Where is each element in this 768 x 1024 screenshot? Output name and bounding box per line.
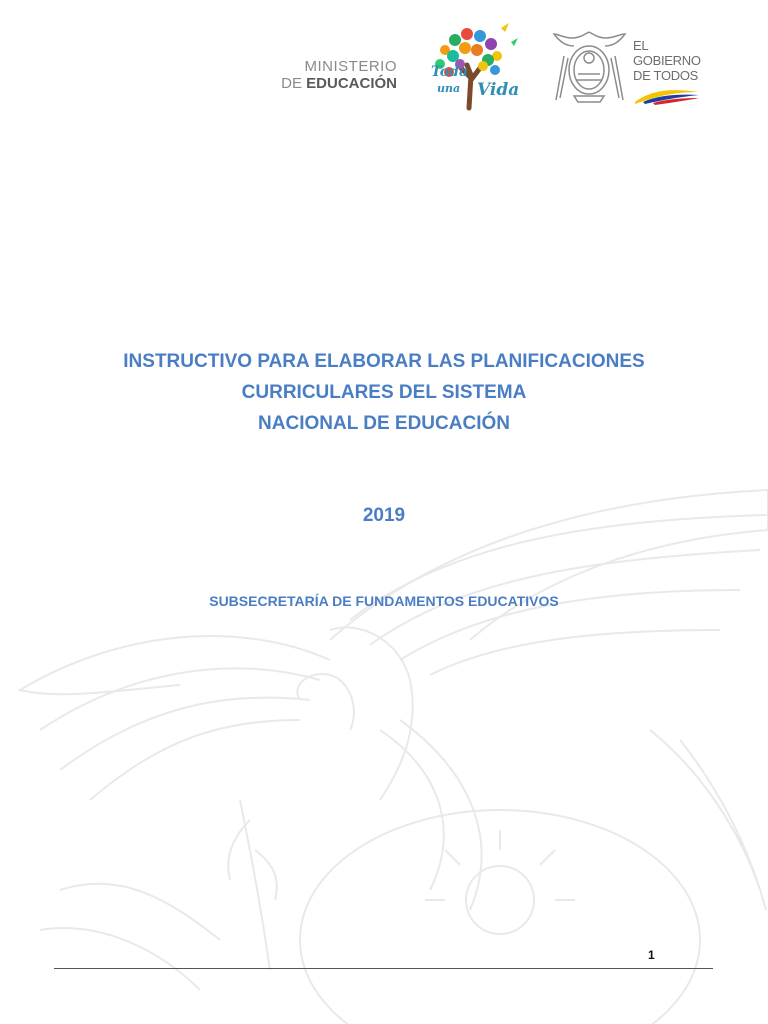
tree-of-life-logo-icon <box>425 20 520 112</box>
flag-swoosh-icon <box>633 86 703 106</box>
ministry-line2-prefix: DE <box>281 75 307 92</box>
title-line-3: NACIONAL DE EDUCACIÓN <box>258 413 510 434</box>
ministry-line2-bold: EDUCACIÓN <box>306 75 397 92</box>
gov-line2: GOBIERNO <box>633 53 701 68</box>
subsecretaria-label: SUBSECRETARÍA DE FUNDAMENTOS EDUCATIVOS <box>209 593 559 609</box>
gov-line3: DE TODOS <box>633 68 699 83</box>
coat-of-arms-icon <box>552 28 627 106</box>
ministry-line2 <box>262 75 397 93</box>
tree-text-2: una <box>437 82 461 95</box>
page-number: 1 <box>648 948 655 962</box>
ministry-line1: MINISTERIO <box>304 58 397 75</box>
title-line-2: CURRICULARES DEL SISTEMA <box>241 382 527 403</box>
condor-watermark-icon <box>0 470 768 1024</box>
gobierno-de-todos-logo <box>633 38 713 108</box>
document-year: 2019 <box>362 505 406 526</box>
tree-text-1: Toda <box>431 64 469 80</box>
tree-text-3: Vida <box>477 80 520 100</box>
ministerio-educacion-logo <box>262 58 397 98</box>
footer-divider <box>54 968 713 969</box>
gov-line1: EL <box>633 38 649 53</box>
ecuador-coat-of-arms-icon <box>552 28 627 106</box>
title-line-1: INSTRUCTIVO PARA ELABORAR LAS PLANIFICACIONES <box>123 351 645 372</box>
document-title <box>60 346 708 439</box>
